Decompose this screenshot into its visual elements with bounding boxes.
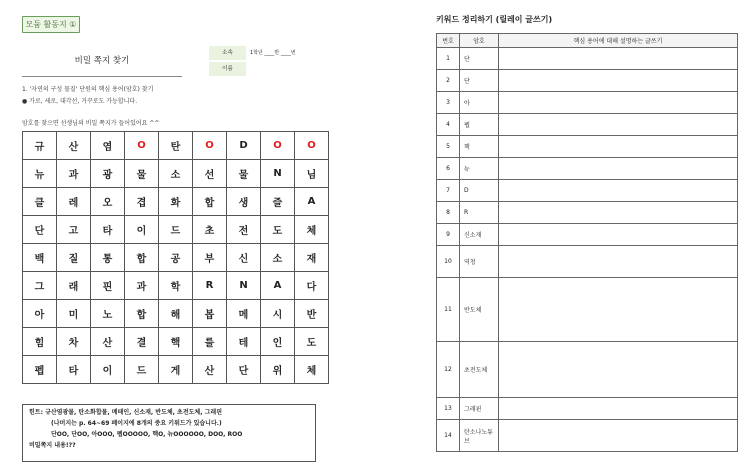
grid-cell: 단 — [227, 356, 261, 384]
keyword-row — [437, 342, 738, 398]
grid-cell: 겹 — [125, 188, 159, 216]
grid-cell: 도 — [261, 216, 295, 244]
keyword-answer: 역청 — [460, 246, 499, 278]
grid-cell: 다 — [295, 272, 329, 300]
keyword-answer: R — [460, 202, 499, 224]
grid-cell: 신 — [227, 244, 261, 272]
grid-row — [23, 188, 329, 216]
keyword-answer: 뉴 — [460, 158, 499, 180]
page-title: 비밀 쪽지 찾기 — [22, 46, 182, 77]
keyword-number: 14 — [437, 420, 460, 452]
activity-badge: 모둠 활동지 ① — [22, 16, 80, 33]
grid-cell: 그 — [23, 272, 57, 300]
grid-cell: 규 — [23, 132, 57, 160]
grid-cell: 체 — [295, 356, 329, 384]
grid-row — [23, 272, 329, 300]
keyword-description-cell[interactable] — [499, 180, 738, 202]
grid-cell: 게 — [159, 356, 193, 384]
grid-row — [23, 160, 329, 188]
grid-cell: 즐 — [261, 188, 295, 216]
keyword-row — [437, 158, 738, 180]
instruction-2: ● 가로, 세로, 대각선, 거꾸로도 가능합니다. — [22, 98, 138, 105]
grid-row — [23, 300, 329, 328]
keyword-number: 11 — [437, 278, 460, 342]
grid-row — [23, 356, 329, 384]
worksheet-header — [22, 46, 318, 76]
keyword-number: 9 — [437, 224, 460, 246]
grid-cell: O — [125, 132, 159, 160]
grid-cell: 레 — [57, 188, 91, 216]
grid-cell: 백 — [23, 244, 57, 272]
keyword-answer: 단 — [460, 70, 499, 92]
keyword-description-cell[interactable] — [499, 224, 738, 246]
grid-row — [23, 244, 329, 272]
grid-cell: O — [295, 132, 329, 160]
keyword-row — [437, 420, 738, 452]
grid-cell: 산 — [91, 328, 125, 356]
hint-box — [22, 404, 316, 462]
grid-cell: 선 — [193, 160, 227, 188]
name-value — [246, 62, 322, 76]
grid-cell: A — [295, 188, 329, 216]
grid-cell: 오 — [91, 188, 125, 216]
grid-cell: R — [193, 272, 227, 300]
grid-cell: O — [193, 132, 227, 160]
grid-cell: 클 — [23, 188, 57, 216]
grid-cell: 아 — [23, 300, 57, 328]
grid-cell: 염 — [91, 132, 125, 160]
grid-cell: 핀 — [91, 272, 125, 300]
grid-cell: 위 — [261, 356, 295, 384]
keyword-number: 2 — [437, 70, 460, 92]
grid-cell: 드 — [125, 356, 159, 384]
instruction-1: 1. '자연의 구성 물질' 단원의 핵심 용어(암호) 찾기 — [22, 86, 154, 93]
keyword-description-cell[interactable] — [499, 202, 738, 224]
grid-cell: 메 — [227, 300, 261, 328]
grid-cell: 물 — [227, 160, 261, 188]
keyword-row — [437, 136, 738, 158]
grid-cell: 산 — [57, 132, 91, 160]
keyword-description-cell[interactable] — [499, 92, 738, 114]
grid-cell: 펩 — [23, 356, 57, 384]
instruction-3: 암호를 찾으면 선생님의 비밀 쪽지가 들어있어요 ^^ — [22, 120, 160, 127]
grid-cell: 이 — [125, 216, 159, 244]
affiliation-label: 소속 — [209, 46, 246, 60]
grid-cell: 합 — [125, 244, 159, 272]
name-label: 이름 — [209, 62, 246, 76]
grid-row — [23, 216, 329, 244]
keyword-answer: 신소재 — [460, 224, 499, 246]
col-answer: 암호 — [460, 34, 499, 48]
keyword-description-cell[interactable] — [499, 420, 738, 452]
hint-line-4: 비밀쪽지 내용!?? — [29, 442, 76, 449]
grid-cell: 합 — [125, 300, 159, 328]
grid-cell: 질 — [57, 244, 91, 272]
grid-cell: 초 — [193, 216, 227, 244]
grid-cell: 과 — [125, 272, 159, 300]
grid-cell: 화 — [159, 188, 193, 216]
grid-cell: 고 — [57, 216, 91, 244]
keyword-number: 13 — [437, 398, 460, 420]
grid-cell: 를 — [193, 328, 227, 356]
keyword-answer: 반도체 — [460, 278, 499, 342]
grid-cell: 산 — [193, 356, 227, 384]
grid-cell: 전 — [227, 216, 261, 244]
keyword-description-cell[interactable] — [499, 70, 738, 92]
hint-line-2: (나머지는 p. 64~69 페이지에 8개의 중요 키워드가 있습니다.) — [51, 420, 222, 427]
keyword-row — [437, 202, 738, 224]
word-search-grid — [22, 131, 329, 384]
keyword-number: 1 — [437, 48, 460, 70]
grid-cell: 타 — [91, 216, 125, 244]
keyword-description-cell[interactable] — [499, 398, 738, 420]
grid-cell: 래 — [57, 272, 91, 300]
keyword-number: 5 — [437, 136, 460, 158]
keyword-number: 8 — [437, 202, 460, 224]
keyword-number: 7 — [437, 180, 460, 202]
keyword-description-cell[interactable] — [499, 114, 738, 136]
grid-cell: 소 — [261, 244, 295, 272]
hint-line-1: 힌트: 규산염광물, 탄소화합물, 메테인, 신소재, 반도체, 초전도체, 그래핀 — [29, 409, 222, 416]
grid-cell: 생 — [227, 188, 261, 216]
affiliation-value: 1학년 ____반 ____번 — [250, 50, 296, 56]
grid-cell: N — [227, 272, 261, 300]
grid-cell: 님 — [295, 160, 329, 188]
grid-cell: 인 — [261, 328, 295, 356]
grid-cell: 테 — [227, 328, 261, 356]
grid-cell: 미 — [57, 300, 91, 328]
keyword-answer: D — [460, 180, 499, 202]
grid-cell: 과 — [57, 160, 91, 188]
hint-line-3: 단OO, 단OO, 아OOO, 펩OOOOO, 핵O, 뉴OOOOOO, DOO, ROO — [51, 431, 243, 438]
keyword-row — [437, 92, 738, 114]
grid-cell: 공 — [159, 244, 193, 272]
keyword-number: 4 — [437, 114, 460, 136]
keyword-number: 10 — [437, 246, 460, 278]
keyword-row — [437, 48, 738, 70]
grid-cell: 힘 — [23, 328, 57, 356]
keyword-row — [437, 114, 738, 136]
grid-cell: 시 — [261, 300, 295, 328]
keyword-answer: 탄소나노튜브 — [460, 420, 499, 452]
keyword-answer: 초전도체 — [460, 342, 499, 398]
grid-row — [23, 132, 329, 160]
keyword-number: 3 — [437, 92, 460, 114]
keyword-answer: 펩 — [460, 114, 499, 136]
keyword-answer: 아 — [460, 92, 499, 114]
grid-cell: 반 — [295, 300, 329, 328]
keyword-row — [437, 224, 738, 246]
keyword-description-cell[interactable] — [499, 278, 738, 342]
keyword-row — [437, 398, 738, 420]
grid-cell: O — [261, 132, 295, 160]
grid-cell: 드 — [159, 216, 193, 244]
grid-row — [23, 328, 329, 356]
grid-cell: 뉴 — [23, 160, 57, 188]
grid-cell: 결 — [125, 328, 159, 356]
keyword-description-cell[interactable] — [499, 246, 738, 278]
grid-cell: 물 — [125, 160, 159, 188]
grid-cell: 타 — [57, 356, 91, 384]
grid-cell: 재 — [295, 244, 329, 272]
grid-cell: 체 — [295, 216, 329, 244]
grid-cell: 도 — [295, 328, 329, 356]
grid-cell: 봅 — [193, 300, 227, 328]
grid-cell: N — [261, 160, 295, 188]
keyword-row — [437, 70, 738, 92]
keyword-description-cell[interactable] — [499, 48, 738, 70]
keyword-number: 6 — [437, 158, 460, 180]
grid-cell: A — [261, 272, 295, 300]
grid-cell: 노 — [91, 300, 125, 328]
keyword-answer: 핵 — [460, 136, 499, 158]
grid-cell: 광 — [91, 160, 125, 188]
grid-cell: 통 — [91, 244, 125, 272]
keyword-answer: 단 — [460, 48, 499, 70]
grid-cell: D — [227, 132, 261, 160]
keyword-row — [437, 278, 738, 342]
keyword-row — [437, 180, 738, 202]
grid-cell: 차 — [57, 328, 91, 356]
grid-cell: 탄 — [159, 132, 193, 160]
grid-cell: 학 — [159, 272, 193, 300]
grid-cell: 소 — [159, 160, 193, 188]
grid-cell: 단 — [23, 216, 57, 244]
col-no: 번호 — [437, 34, 460, 48]
grid-cell: 핵 — [159, 328, 193, 356]
keyword-description-cell[interactable] — [499, 158, 738, 180]
keyword-row — [437, 246, 738, 278]
keyword-number: 12 — [437, 342, 460, 398]
keyword-description-cell[interactable] — [499, 136, 738, 158]
grid-cell: 이 — [91, 356, 125, 384]
keyword-table — [436, 33, 738, 452]
grid-cell: 합 — [193, 188, 227, 216]
keyword-description-cell[interactable] — [499, 342, 738, 398]
keyword-answer: 그래핀 — [460, 398, 499, 420]
grid-cell: 해 — [159, 300, 193, 328]
grid-cell: 부 — [193, 244, 227, 272]
col-description: 핵심 용어에 대해 설명하는 글쓰기 — [499, 34, 738, 48]
keyword-title: 키워드 정리하기 (릴레이 글쓰기) — [436, 15, 553, 24]
